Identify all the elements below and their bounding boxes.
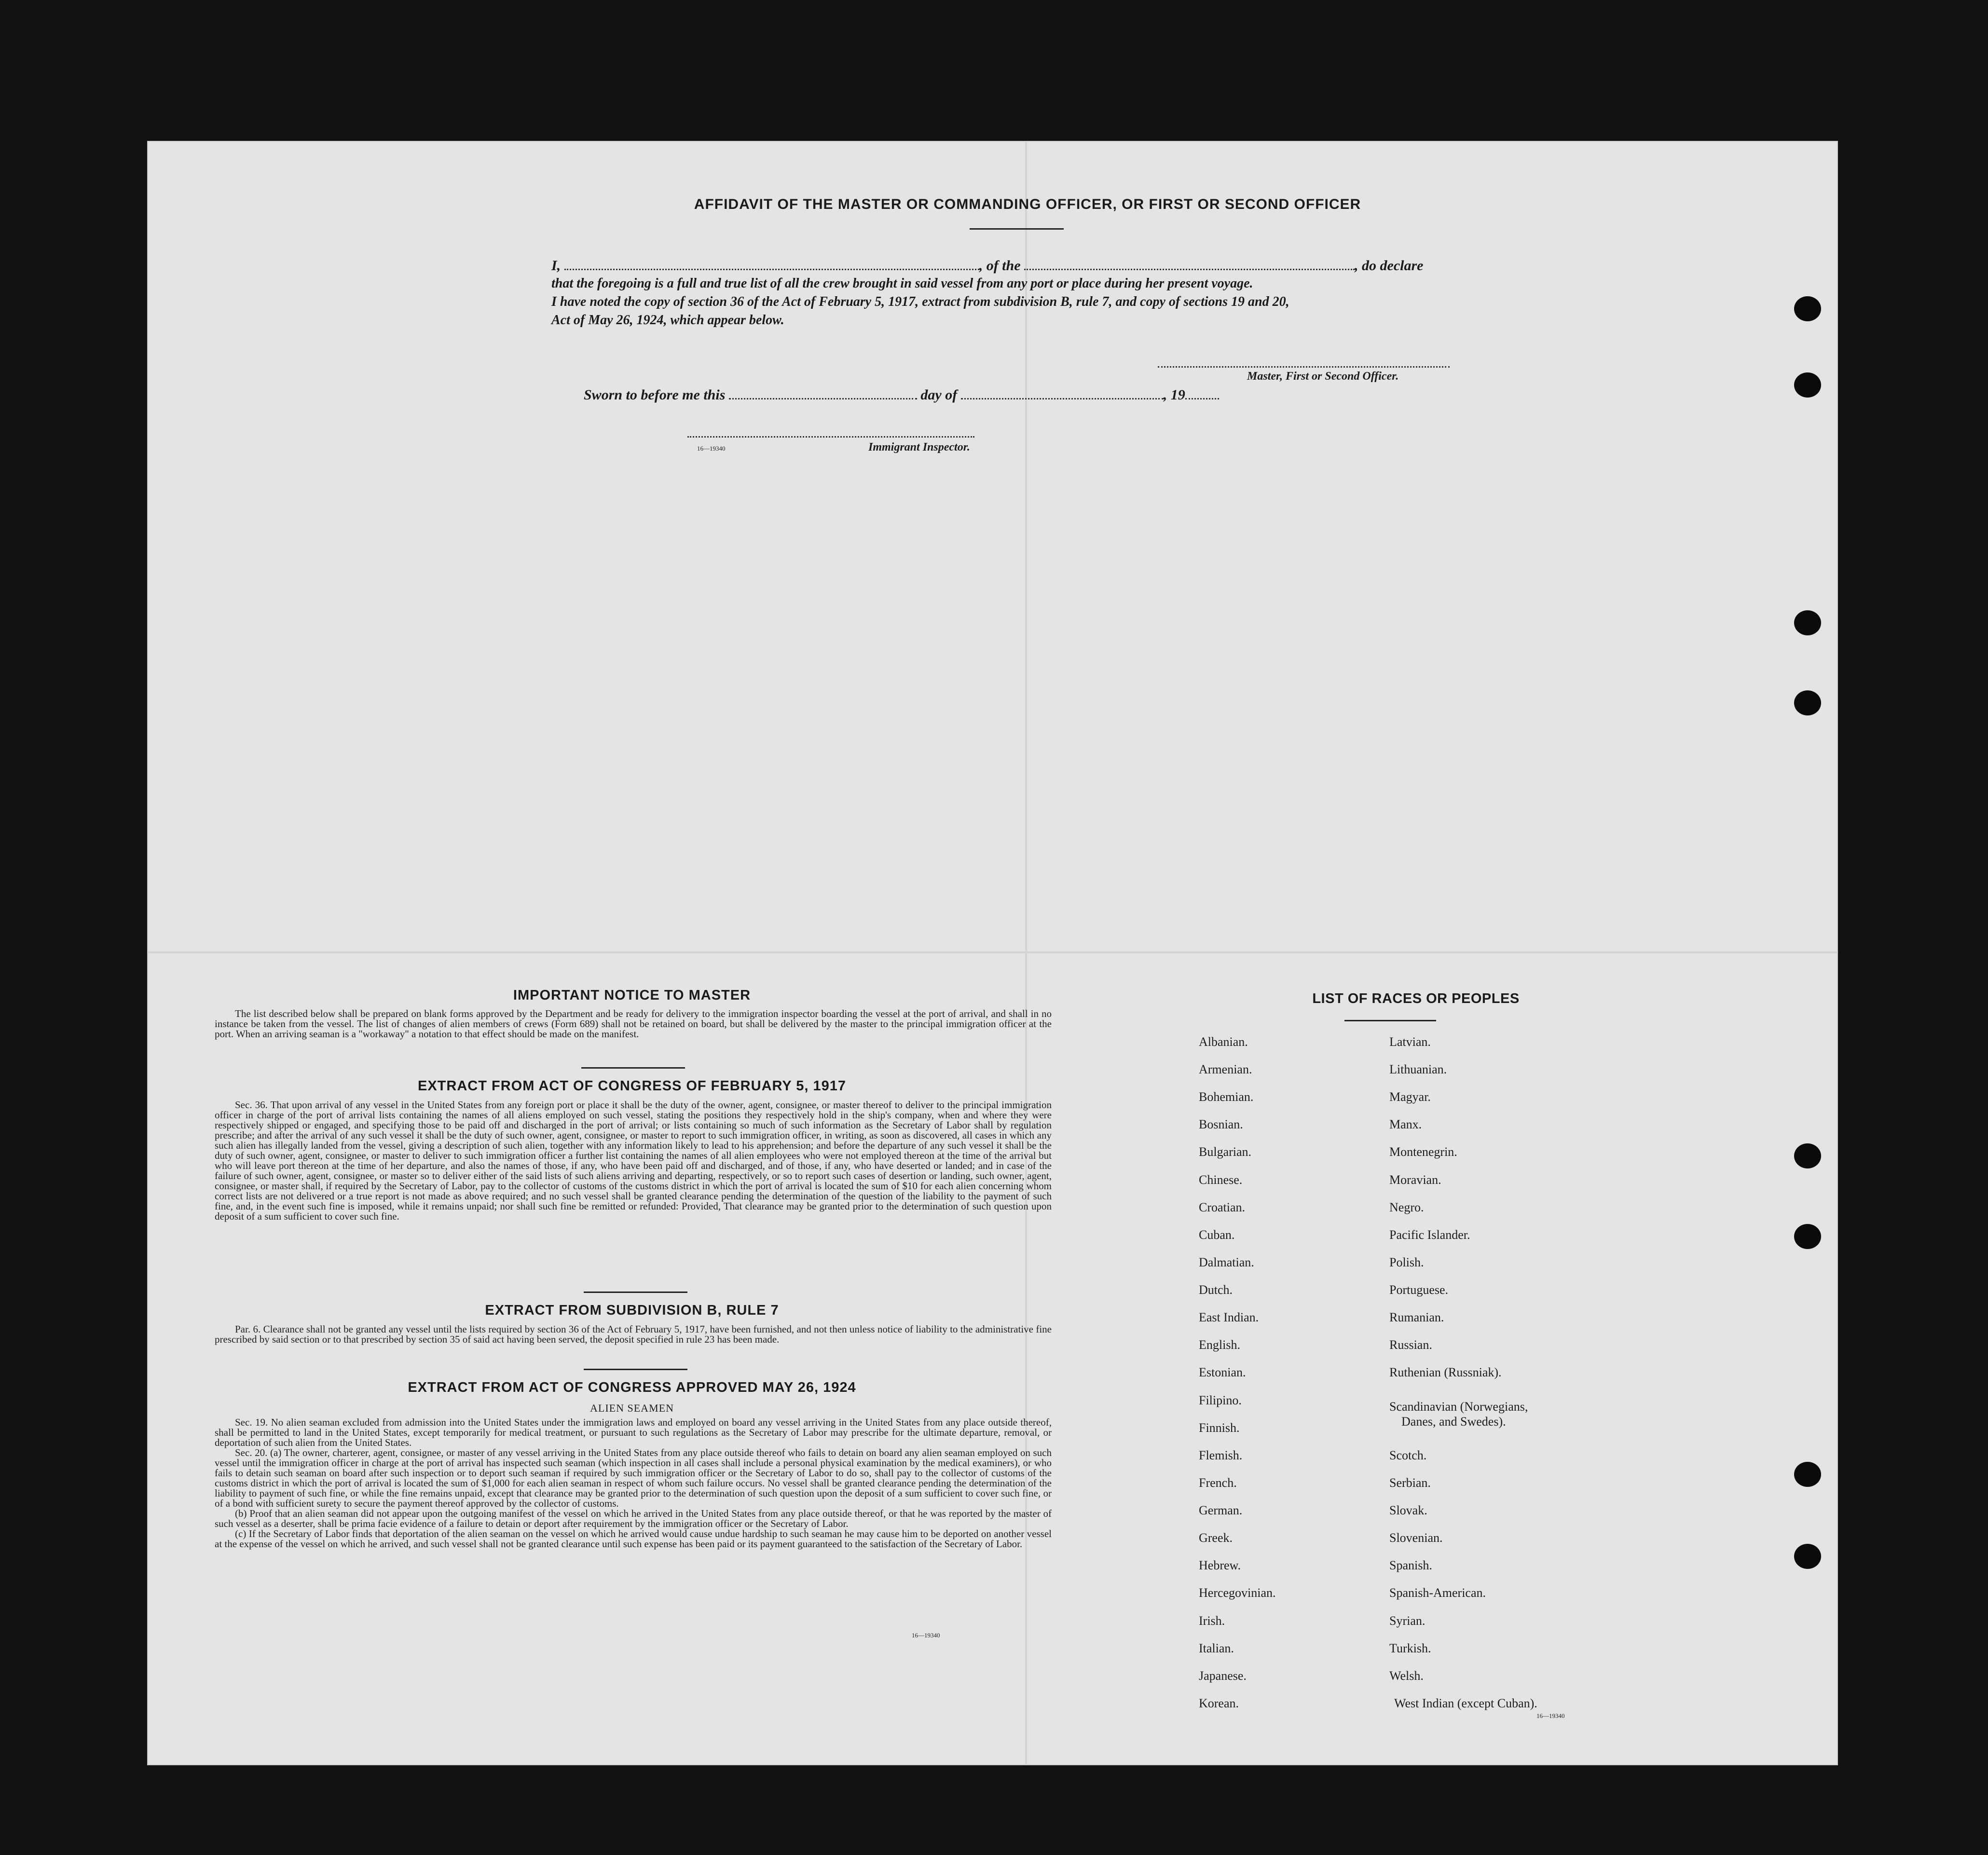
races-title-rule (1344, 1020, 1436, 1021)
affidavit-declaration-line (551, 258, 1632, 274)
binder-hole-8 (1794, 1544, 1821, 1569)
race-col1-7: Cuban. (1199, 1228, 1235, 1242)
race-col2-0: Latvian. (1389, 1035, 1431, 1049)
race-col1-4: Bulgarian. (1199, 1145, 1252, 1159)
race-col2-15: Scotch. (1389, 1448, 1427, 1462)
sworn-line (584, 387, 1307, 403)
year-label: , 19 (1163, 387, 1185, 403)
races-form-number: 16—19340 (1536, 1712, 1565, 1719)
sworn-month-field[interactable] (961, 391, 1164, 399)
affidavit-line-4: Act of May 26, 1924, which appear below. (551, 313, 784, 328)
race-col1-16: French. (1199, 1476, 1237, 1490)
affidavit-form-number: 16—19340 (697, 445, 726, 452)
extract-rule7-rule (584, 1369, 687, 1370)
extract-1924-sec20a: Sec. 20. (a) The owner, charterer, agent, consignee, or master of any vessel arriving in the United States from any place outside thereof who fails to detain on board any alien seaman employed on such vessel until the immigration officer in charge at the port of arrival has inspected such seaman (which inspection in all cases shall include a personal physical examination by the medical examiners), or who fails to detain such seaman on board after such inspection or to deport such seaman if required by such immigration officer or the Secretary of Labor to do so, shall pay to the collector of customs of the customs district in which the port of arrival is located the sum of $1,000 for each alien seaman in respect of whom such failure occurs. No vessel shall be granted clearance pending the determination of the liability to payment of such fine, or while the fine remains unpaid, except that clearance may be granted prior to the determination of such question upon the deposit of a sum sufficient to cover such fine, or of a bond with sufficient surety to secure the payment thereof approved by the collector of customs. (215, 1447, 1052, 1509)
race-col2-12: Ruthenian (Russniak). (1389, 1365, 1502, 1379)
race-col1-0: Albanian. (1199, 1035, 1248, 1049)
binder-hole-5 (1794, 1143, 1821, 1168)
extract-1924-sec20b: (b) Proof that an alien seaman did not appear upon the outgoing manifest of the vessel on which he arrived in the United States from any place outside thereof, or that he was reported by the master of such vessel as a deserter, shall be prima facie evidence of a failure to detain or deport after requirement by the immigration officer or the Secretary of Labor. (215, 1508, 1052, 1529)
race-col1-6: Croatian. (1199, 1200, 1246, 1214)
extract-1924-sec19: Sec. 19. No alien seaman excluded from admission into the United States under the immigration laws and employed on board any vessel arriving in the United States from any place outside thereof, shall be permitted to land in the United States, except temporarily for medical treatment, or pursuant to such regulations as the Secretary of Labor may prescribe for the ultimate departure, removal, or deportation of such alien from the United States. (215, 1416, 1052, 1448)
affidavit-i-label: I, (551, 258, 561, 274)
inspector-signature-line[interactable] (687, 436, 974, 438)
race-col2-14: Danes, and Swedes). (1401, 1415, 1506, 1429)
extract-1924-sec20c: (c) If the Secretary of Labor finds that deportation of the alien seaman on the vessel on which he arrived would cause undue hardship to such seaman he may cause him to be deported on another vessel at the expense of the vessel on which he arrived, and such vessel shall not be granted clearance until such expense has been paid or its payment guaranteed to the satisfaction of the Secretary of Labor. (215, 1528, 1052, 1550)
race-col1-2: Bohemian. (1199, 1090, 1254, 1104)
race-col1-23: Japanese. (1199, 1669, 1247, 1683)
races-title: LIST OF RACES OR PEOPLES (1312, 991, 1520, 1006)
race-col2-16: Serbian. (1389, 1476, 1431, 1490)
extract-rule7-body (215, 1324, 1052, 1345)
vessel-name-field[interactable] (1024, 262, 1355, 270)
binder-hole-7 (1794, 1462, 1821, 1487)
binder-hole-2 (1794, 372, 1821, 398)
race-col1-10: East Indian. (1199, 1310, 1259, 1324)
race-col1-22: Italian. (1199, 1641, 1234, 1655)
race-col1-20: Hercegovinian. (1199, 1586, 1276, 1600)
race-col1-13: Filipino. (1199, 1393, 1242, 1407)
notice-text: The list described below shall be prepared on blank forms approved by the Department and be ready for delivery to the immigration inspector boarding the vessel at the port of arrival, and shall in no instance be taken from the vessel. The list of changes of alien members of crews (Form 689) shall not be retained on board, but shall be delivered by the master to the principal immigration officer at the port. When an arriving seaman is a "workaway" a notation to that effect should be made on the manifest. (215, 1008, 1052, 1040)
binder-hole-6 (1794, 1224, 1821, 1249)
race-col2-20: Spanish-American. (1389, 1586, 1486, 1600)
extract-rule7-par6: Par. 6. Clearance shall not be granted any vessel until the lists required by section 36 of the Act of February 5, 1917, have been furnished, and not then unless notice of liability to the administrative fine prescribed by said section or to that prescribed by section 35 of said act having been served, the deposit specified in rule 23 has been made. (215, 1323, 1052, 1345)
master-signature-caption: Master, First or Second Officer. (1247, 370, 1399, 383)
race-col2-18: Slovenian. (1389, 1531, 1443, 1545)
affidavit-of-the-label: , of the (979, 258, 1021, 274)
document-sheet (147, 141, 1838, 1765)
race-col1-15: Flemish. (1199, 1448, 1243, 1462)
race-col1-12: Estonian. (1199, 1365, 1246, 1379)
race-col2-11: Russian. (1389, 1338, 1432, 1352)
race-col2-1: Lithuanian. (1389, 1062, 1447, 1076)
extract-form-number: 16—19340 (912, 1632, 940, 1639)
inspector-caption: Immigrant Inspector. (868, 441, 970, 453)
extract-1924-subtitle: ALIEN SEAMEN (590, 1402, 674, 1414)
affidavit-title: AFFIDAVIT OF THE MASTER OR COMMANDING OFFICER, OR FIRST OR SECOND OFFICER (694, 196, 1361, 212)
race-col2-3: Manx. (1389, 1117, 1422, 1131)
sworn-label: Sworn to before me this (584, 387, 726, 403)
notice-rule (581, 1067, 685, 1069)
affidavit-line-2: that the foregoing is a full and true list of all the crew brought in said vessel from any port or place during her present voyage. (551, 276, 1253, 291)
race-col2-22: Turkish. (1389, 1641, 1431, 1655)
sworn-day-field[interactable] (729, 391, 917, 399)
extract-1924-body (215, 1417, 1052, 1549)
extract-rule7-title: EXTRACT FROM SUBDIVISION B, RULE 7 (485, 1303, 779, 1318)
race-col2-4: Montenegrin. (1389, 1145, 1457, 1159)
extract-1924-title: EXTRACT FROM ACT OF CONGRESS APPROVED MAY 26, 1924 (408, 1380, 856, 1395)
race-col2-19: Spanish. (1389, 1558, 1432, 1572)
race-col2-13: Scandinavian (Norwegians, (1389, 1400, 1528, 1414)
race-col1-17: German. (1199, 1503, 1243, 1517)
race-col2-24: West Indian (except Cuban). (1394, 1696, 1537, 1710)
extract-1917-sec36: Sec. 36. That upon arrival of any vessel in the United States from any foreign port or place it shall be the duty of the owner, agent, consignee, or master thereof to deliver to the principal immigration officer in charge of the port of arrival lists containing the names of all aliens employed on such vessel, stating the positions they respectively hold in the ship's company, when and where they were respectively shipped or engaged, and specifying those to be paid off and discharged in the port of arrival; or lists containing so much of such information as the Secretary of Labor shall by regulation prescribe; and after the arrival of any such vessel it shall be the duty of such owner, agent, consignee, or master to report to such immigration officer, in writing, as soon as discovered, all cases in which any such alien has illegally landed from the vessel, giving a description of such alien, together with any information likely to lead to his apprehension; and before the departure of any such vessel it shall be the duty of such owner, agent, consignee, or master to deliver to such immigration officer a further list containing the names of all alien employees who were not employed thereon at the time of the arrival but who will leave port thereon at the time of her departure, and also the names of those, if any, who have been paid off and discharged, and of those, if any, who have deserted or landed; and in case of the failure of such owner, agent, consignee, or master so to deliver either of the said lists of such aliens arriving and departing, respectively, or so to report such cases of desertion or landing, such owner, agent, consignee, or master shall, if required by the Secretary of Labor, pay to the collector of customs of the customs district in which the port of arrival is located the sum of $10 for each alien concerning whom correct lists are not delivered or a true report is not made as above required; and no such vessel shall be granted clearance pending the determination of the question of the liability to the payment of such fine, and, in the event such fine is imposed, while it remains unpaid; nor shall such fine be remitted or refunded: Provided, That clearance may be granted prior to the determination of such question upon deposit of a sum sufficient to cover such fine. (215, 1099, 1052, 1222)
affidavit-line-3: I have noted the copy of section 36 of the Act of February 5, 1917, extract from subdivision B, rule 7, and copy of sections 19 and 20, (551, 294, 1289, 309)
binder-hole-3 (1794, 610, 1821, 635)
race-col1-1: Armenian. (1199, 1062, 1252, 1076)
race-col2-23: Welsh. (1389, 1669, 1424, 1683)
extract-1917-body (215, 1100, 1052, 1222)
race-col1-9: Dutch. (1199, 1283, 1233, 1297)
race-col2-2: Magyar. (1389, 1090, 1431, 1104)
extract-1917-rule (584, 1292, 687, 1293)
master-signature-line[interactable] (1158, 366, 1450, 368)
sworn-year-field[interactable] (1185, 391, 1219, 399)
race-col1-8: Dalmatian. (1199, 1255, 1254, 1269)
race-col1-3: Bosnian. (1199, 1117, 1243, 1131)
race-col2-21: Syrian. (1389, 1614, 1426, 1628)
binder-hole-1 (1794, 296, 1821, 321)
affidavit-do-declare-label: , do declare (1355, 258, 1424, 274)
race-col2-17: Slovak. (1389, 1503, 1427, 1517)
race-col2-8: Polish. (1389, 1255, 1424, 1269)
race-col2-9: Portuguese. (1389, 1283, 1449, 1297)
notice-body (215, 1009, 1052, 1039)
notice-title: IMPORTANT NOTICE TO MASTER (513, 988, 751, 1003)
race-col2-5: Moravian. (1389, 1173, 1441, 1187)
race-col1-24: Korean. (1199, 1696, 1239, 1710)
binder-hole-4 (1794, 690, 1821, 715)
race-col2-6: Negro. (1389, 1200, 1424, 1214)
horizontal-fold (147, 951, 1838, 953)
race-col2-10: Rumanian. (1389, 1310, 1444, 1324)
affidavit-title-rule (970, 228, 1064, 230)
race-col2-7: Pacific Islander. (1389, 1228, 1470, 1242)
day-of-label: day of (920, 387, 958, 403)
master-name-field[interactable] (564, 262, 979, 270)
race-col1-11: English. (1199, 1338, 1240, 1352)
extract-1917-title: EXTRACT FROM ACT OF CONGRESS OF FEBRUARY 5, 1917 (417, 1078, 847, 1094)
race-col1-5: Chinese. (1199, 1173, 1243, 1187)
race-col1-21: Irish. (1199, 1614, 1225, 1628)
race-col1-14: Finnish. (1199, 1421, 1240, 1435)
race-col1-18: Greek. (1199, 1531, 1233, 1545)
race-col1-19: Hebrew. (1199, 1558, 1241, 1572)
